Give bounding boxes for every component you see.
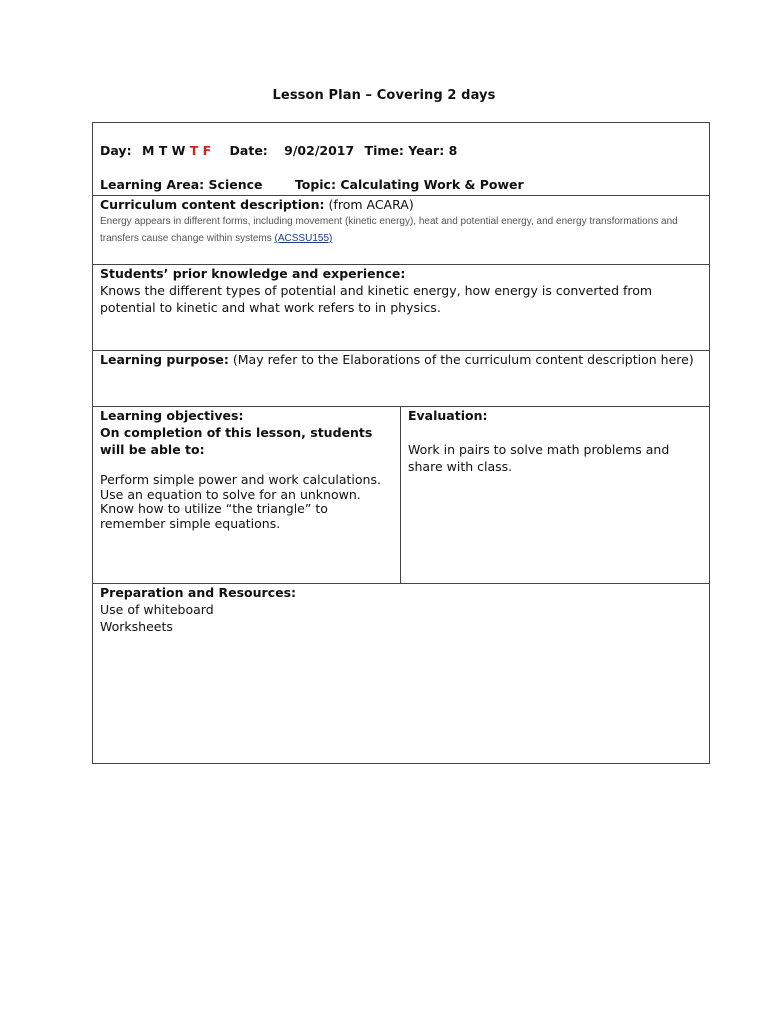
resources-cell xyxy=(93,584,710,764)
objective-item: Use an equation to solve for an unknown. xyxy=(100,486,361,502)
learning-purpose-row xyxy=(93,351,710,407)
curriculum-label: Curriculum content description: xyxy=(100,197,325,212)
learning-area-value: Science xyxy=(208,177,263,192)
curriculum-code-link[interactable]: (ACSSU155) xyxy=(274,233,333,244)
learning-purpose-label: Learning purpose: xyxy=(100,352,229,367)
prior-knowledge-cell xyxy=(93,265,710,351)
day-label: Day: xyxy=(100,143,132,158)
curriculum-row xyxy=(93,196,710,265)
date-value: 9/02/2017 xyxy=(284,143,355,158)
objective-item: Perform simple power and work calculations. xyxy=(100,472,381,487)
evaluation-cell xyxy=(401,407,710,584)
resource-item: Worksheets xyxy=(100,619,173,634)
curriculum-source: (from ACARA) xyxy=(328,197,414,212)
objectives-intro: On completion of this lesson, students will be able to: xyxy=(100,425,373,457)
header-cell xyxy=(93,123,710,196)
resources-label: Preparation and Resources: xyxy=(100,585,297,600)
lesson-plan-table xyxy=(92,122,710,764)
evaluation-label: Evaluation: xyxy=(408,408,488,423)
learning-purpose-text: (May refer to the Elaborations of the curriculum content description here) xyxy=(232,352,694,367)
year-label: Year: xyxy=(408,143,445,158)
day-date-line xyxy=(100,142,702,159)
objectives-cell xyxy=(93,407,401,584)
time-label: Time: xyxy=(364,143,404,158)
objectives-evaluation-row xyxy=(93,407,710,584)
header-row xyxy=(93,123,710,196)
area-topic-line xyxy=(100,176,702,193)
date-label: Date: xyxy=(229,143,268,158)
curriculum-cell xyxy=(93,196,710,265)
resources-row xyxy=(93,584,710,764)
prior-knowledge-row xyxy=(93,265,710,351)
objectives-label: Learning objectives: xyxy=(100,408,244,423)
topic-value: Calculating Work & Power xyxy=(340,177,524,192)
prior-knowledge-text: Knows the different types of potential and kinetic energy, how energy is converted from potential to kinetic and what work refers to in physics. xyxy=(100,283,653,315)
resource-item: Use of whiteboard xyxy=(100,602,214,617)
curriculum-text: Energy appears in different forms, including movement (kinetic energy), heat and potential energy, and energy transformations and transfers cause change within systems xyxy=(100,216,678,244)
learning-area-label: Learning Area: xyxy=(100,177,205,192)
objective-item: Know how to utilize “the triangle” to remember simple equations. xyxy=(100,501,328,531)
curriculum-description xyxy=(100,213,702,247)
objectives-list xyxy=(100,473,393,531)
days-highlighted: T F xyxy=(189,143,212,158)
days-weekdays: M T W xyxy=(141,143,186,158)
prior-knowledge-label: Students’ prior knowledge and experience: xyxy=(100,266,406,281)
learning-purpose-cell xyxy=(93,351,710,407)
evaluation-text: Work in pairs to solve math problems and share with class. xyxy=(408,442,670,474)
document-title: Lesson Plan – Covering 2 days xyxy=(272,88,496,103)
topic-label: Topic: xyxy=(294,177,336,192)
year-value: 8 xyxy=(448,143,458,158)
